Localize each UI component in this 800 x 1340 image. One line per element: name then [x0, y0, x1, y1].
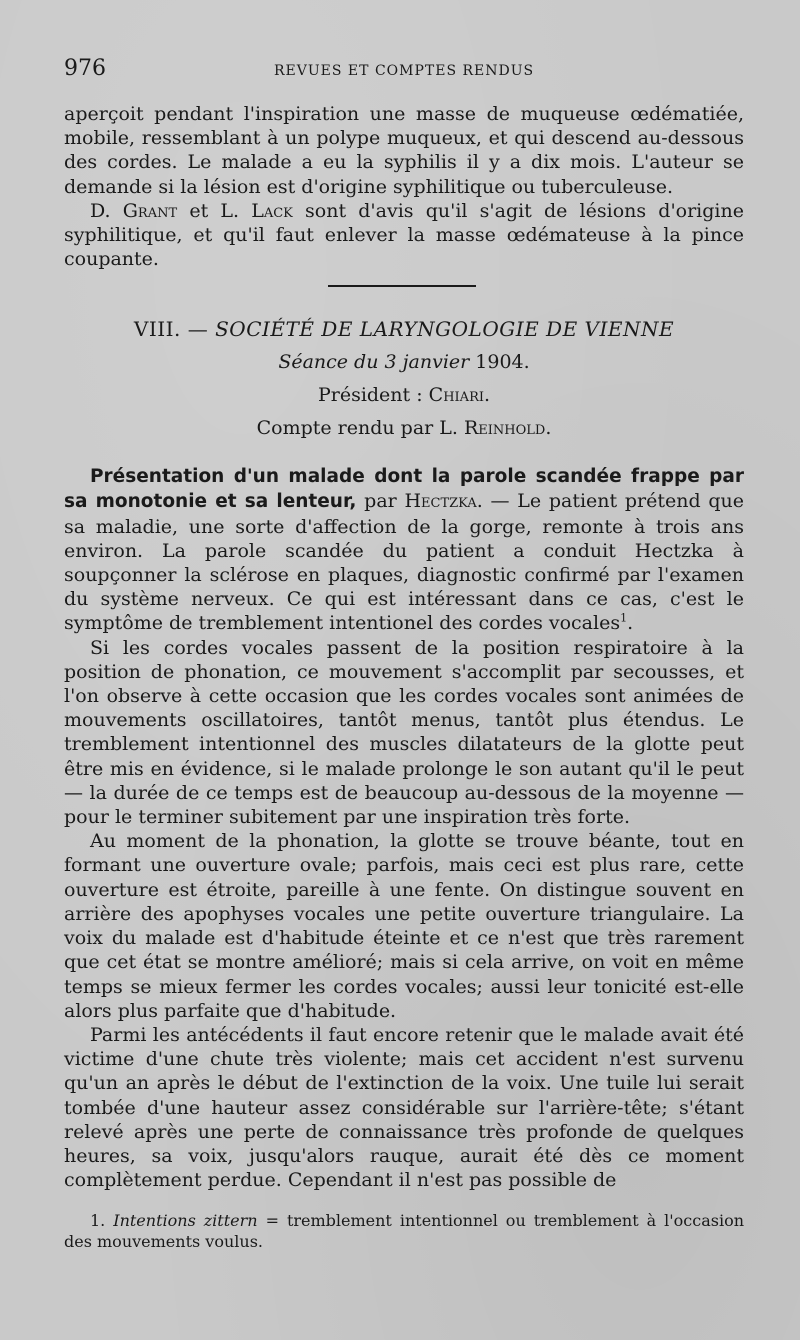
running-head: REVUES ET COMPTES RENDUS — [274, 63, 535, 79]
presentation-by: par — [364, 490, 397, 513]
page-number: 976 — [64, 56, 106, 81]
intro-paragraph-2 — [64, 199, 744, 272]
body-text — [64, 102, 744, 1252]
section-name: SOCIÉTÉ DE LARYNGOLOGIE DE VIENNE — [215, 317, 675, 342]
presentation-paragraph-1 — [64, 464, 744, 635]
author-lack: L. Lack — [220, 199, 293, 222]
section-number: VIII. — — [133, 317, 209, 342]
session-year: 1904. — [475, 350, 530, 373]
footnote — [64, 1210, 744, 1252]
session-date — [64, 350, 744, 374]
author-grant: D. Grant — [90, 199, 178, 222]
report-label: Compte rendu par L. — [256, 417, 458, 440]
presentation-paragraph-2: Si les cordes vocales passent de la position respiratoire à la position de phonation, ce mouvement s'accomplit par secousses, et l'on observe à cette occasion que les cordes vocales sont animées de mouvements oscillatoires, tantôt menus, tantôt plus étendus. Le tremblement intentionnel des muscles dilatateurs de la glotte peut être mis en évidence, si le malade prolonge le son autant qu'il le peut — la durée de ce temps est de beaucoup au-dessous de la moyenne — pour le terminer subitement par une inspiration très forte. — [64, 636, 744, 829]
section-title — [64, 317, 744, 341]
presentation-paragraph-1-text: — Le patient prétend que sa maladie, une sorte d'affection de la gorge, remonte à trois ans environ. La parole scandée du patient a conduit Hectzka à soupçonner la sclérose en plaques, diagnostic confirmé par l'examen du système nerveux. Ce qui est intéressant dans ce cas, c'est le symptôme de tremblement intentionel des cordes vocales — [64, 490, 745, 635]
footnote-reference: 1 — [620, 612, 628, 626]
presentation-paragraph-4: Parmi les antécédents il faut encore retenir que le malade avait été victime d'une chute très violente; mais cet accident n'est survenu qu'un an après le début de l'extinction de la voix. Une tuile lui serait tombée d'une hauteur assez considérable sur l'arrière-tête; s'étant relevé après une perte de connaissance très profonde de quelques heures, sa voix, jusqu'alors rauque, aurait été dès ce moment complètement perdue. Cependant il n'est pas possible de — [64, 1023, 744, 1192]
session-label: Séance du 3 janvier — [278, 350, 470, 373]
report-name: Reinhold. — [464, 417, 552, 440]
footnote-term: Intentions zittern — [113, 1211, 258, 1231]
page-header — [64, 56, 740, 88]
connector-et: et — [189, 199, 209, 222]
footnote-separator — [64, 1192, 744, 1210]
presentation-paragraph-1-end: . — [627, 612, 634, 635]
footnote-text: = tremblement intentionnel ou tremblement à l'occasion des mouvements voulus. — [64, 1211, 745, 1252]
presentation-paragraph-3: Au moment de la phonation, la glotte se trouve béante, tout en formant une ouverture ovale; parfois, mais ceci est plus rare, cette ouverture est étroite, pareille à une fente. On distingue souvent en arrière des apophyses vocales une petite ouverture triangulaire. La voix du malade est d'habitude éteinte et ce n'est que très rarement que cet état se montre amélioré; mais si cela arrive, on voit en même temps se mieux fermer les cordes vocales; aussi leur tonicité est-elle alors plus parfaite que d'habitude. — [64, 830, 744, 1022]
president-line — [64, 383, 744, 407]
intro-paragraph-2-text: sont d'avis qu'il s'agit de lésions d'origine syphilitique, et qu'il faut enlever la masse œdémateuse à la pince coupante. — [64, 199, 744, 271]
intro-paragraph-1: aperçoit pendant l'inspiration une masse de muqueuse œdématiée, mobile, ressemblant à un polype muqueux, et qui descend au-dessous des cordes. Le malade a eu la syphilis il y a dix mois. L'auteur se demande si la lésion est d'origine syphilitique ou tuberculeuse. — [64, 103, 744, 198]
president-label: Président : — [317, 383, 423, 406]
presentation-title: Présentation d'un malade dont la parole scandée frappe par sa monotonie et sa lenteur, — [64, 466, 744, 513]
report-line — [64, 416, 744, 440]
president-name: Chiari. — [428, 383, 491, 406]
footnote-number: 1. — [90, 1211, 106, 1231]
section-divider — [328, 285, 476, 287]
presentation-author: Hectzka. — [404, 490, 483, 513]
